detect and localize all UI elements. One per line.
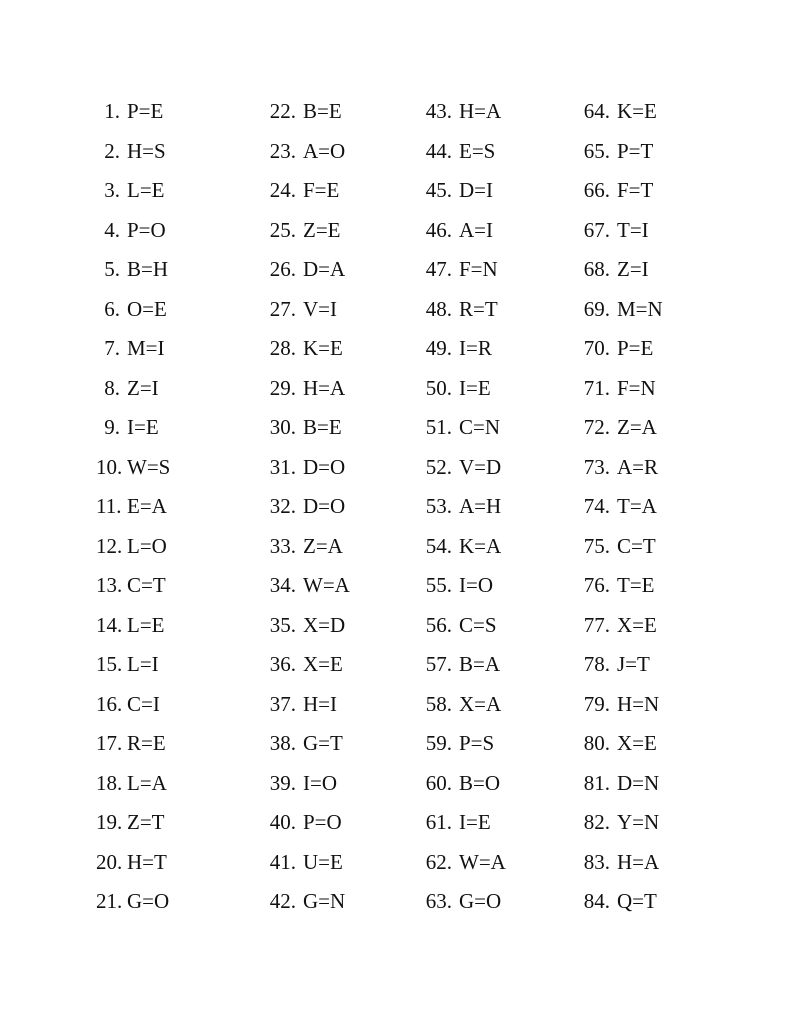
entry-number: 8. (104, 375, 120, 400)
letter-pair: C=S (459, 612, 497, 637)
letter-pair: K=E (617, 99, 657, 123)
pair-entry (96, 645, 197, 685)
entry-number: 43. (425, 99, 452, 123)
pair-entry (414, 724, 529, 764)
pair-entry (572, 132, 687, 172)
pair-entry (258, 132, 373, 172)
letter-pair: A=O (303, 138, 346, 163)
entry-number: 59. (425, 731, 452, 755)
letter-pair: D=O (303, 494, 346, 518)
entry-number: 47. (425, 257, 452, 281)
entry-number: 50. (425, 375, 452, 400)
letter-pair: L=E (127, 612, 165, 637)
pair-entry (96, 448, 197, 488)
entry-number: 64. (583, 99, 610, 123)
entry-number: 18. (96, 770, 123, 795)
pair-entry (96, 369, 197, 409)
letter-pair: U=E (303, 849, 343, 874)
pair-entry (96, 724, 197, 764)
pair-entry (414, 527, 529, 567)
entry-number: 38. (269, 731, 296, 755)
entry-number: 75. (583, 533, 610, 558)
entry-number: 46. (425, 217, 452, 242)
letter-pair: I=E (459, 375, 491, 400)
pair-entry (572, 211, 687, 251)
entry-number: 7. (104, 336, 120, 360)
pair-entry (258, 685, 373, 725)
letter-pair: X=E (617, 612, 657, 637)
entry-number: 2. (104, 138, 120, 163)
entry-number: 33. (269, 533, 296, 558)
letter-pair: L=A (127, 770, 167, 795)
entry-number: 58. (425, 691, 452, 716)
letter-pair: Z=A (617, 415, 657, 439)
letter-pair: I=O (303, 770, 338, 795)
entry-number: 81. (583, 770, 610, 795)
entry-number: 23. (269, 138, 296, 163)
letter-pair: A=H (459, 494, 502, 518)
letter-pair: D=A (303, 257, 346, 281)
letter-pair: L=I (127, 652, 159, 676)
pair-entry (414, 645, 529, 685)
letter-pair: F=T (617, 178, 654, 202)
entry-number: 44. (425, 138, 452, 163)
pair-entry (414, 764, 529, 804)
letter-pair: D=I (459, 178, 494, 202)
letter-pair: P=S (459, 731, 495, 755)
entry-number: 6. (104, 296, 120, 321)
letter-pair: C=T (127, 573, 166, 597)
pair-entry (572, 724, 687, 764)
letter-pair: H=S (127, 138, 166, 163)
entry-number: 28. (269, 336, 296, 360)
pair-entry (258, 408, 373, 448)
letter-pair: Z=E (303, 217, 341, 242)
pair-entry (414, 329, 529, 369)
letter-pair: H=I (303, 691, 338, 716)
entry-number: 1. (104, 99, 120, 123)
pair-entry (258, 250, 373, 290)
entry-number: 10. (96, 454, 123, 479)
letter-pair: P=E (127, 99, 164, 123)
letter-pair: X=E (303, 652, 343, 676)
letter-pair: W=S (127, 454, 171, 479)
pair-entry (572, 843, 687, 883)
entry-number: 76. (583, 573, 610, 597)
letter-pair: T=A (617, 494, 657, 518)
letter-pair: V=D (459, 454, 502, 479)
entry-number: 53. (425, 494, 452, 518)
entry-number: 84. (583, 889, 610, 913)
letter-pair: D=N (617, 770, 660, 795)
pair-entry (258, 645, 373, 685)
letter-pair: R=T (459, 296, 498, 321)
letter-pair: A=R (617, 454, 659, 479)
entry-number: 73. (583, 454, 610, 479)
entry-number: 63. (425, 889, 452, 913)
entry-number: 22. (269, 99, 296, 123)
entry-number: 32. (269, 494, 296, 518)
pair-entry (572, 408, 687, 448)
letter-pair: Z=A (303, 533, 343, 558)
letter-pair: I=R (459, 336, 492, 360)
pair-column-4 (572, 92, 687, 922)
letter-pair: R=E (127, 731, 166, 755)
entry-number: 69. (583, 296, 610, 321)
pair-entry (96, 803, 197, 843)
letter-pair: B=O (459, 770, 501, 795)
pair-entry (414, 171, 529, 211)
entry-number: 79. (583, 691, 610, 716)
letter-pair: H=T (127, 849, 167, 874)
pair-entry (572, 369, 687, 409)
letter-pair: O=E (127, 296, 167, 321)
entry-number: 35. (269, 612, 296, 637)
pair-entry (572, 250, 687, 290)
pair-entry (258, 527, 373, 567)
entry-number: 52. (425, 454, 452, 479)
letter-pair: B=H (127, 257, 169, 281)
entry-number: 21. (96, 889, 123, 913)
pair-entry (414, 250, 529, 290)
pair-entry (96, 329, 197, 369)
entry-number: 3. (104, 178, 120, 202)
letter-pair: X=A (459, 691, 502, 716)
entry-number: 4. (104, 217, 120, 242)
letter-pair: H=A (303, 375, 346, 400)
pair-entry (258, 329, 373, 369)
entry-number: 48. (425, 296, 452, 321)
entry-number: 17. (96, 731, 123, 755)
letter-pair: E=S (459, 138, 496, 163)
pair-entry (572, 448, 687, 488)
pair-entry (572, 882, 687, 922)
letter-pair: L=E (127, 178, 165, 202)
pair-entry (96, 843, 197, 883)
entry-number: 36. (269, 652, 296, 676)
letter-pair: Z=I (127, 375, 159, 400)
pair-entry (258, 211, 373, 251)
letter-pair: C=I (127, 691, 160, 716)
pair-entry (414, 606, 529, 646)
letter-pair: B=E (303, 99, 342, 123)
letter-pair: P=O (127, 217, 166, 242)
entry-number: 26. (269, 257, 296, 281)
letter-pair: B=A (459, 652, 501, 676)
letter-pair: K=E (303, 336, 343, 360)
pair-entry (258, 290, 373, 330)
entry-number: 49. (425, 336, 452, 360)
letter-pair: C=T (617, 533, 656, 558)
letter-pair: G=O (127, 889, 170, 913)
pair-entry (258, 803, 373, 843)
entry-number: 68. (583, 257, 610, 281)
letter-pair: M=N (617, 296, 663, 321)
entry-number: 83. (583, 849, 610, 874)
letter-pair: W=A (303, 573, 350, 597)
pair-entry (414, 843, 529, 883)
letter-pair: Q=T (617, 889, 657, 913)
letter-pair: X=D (303, 612, 346, 637)
pair-entry (414, 92, 529, 132)
pair-entry (572, 764, 687, 804)
pair-column-1 (96, 92, 197, 922)
entry-number: 55. (425, 573, 452, 597)
entry-number: 54. (425, 533, 452, 558)
pair-entry (572, 645, 687, 685)
entry-number: 39. (269, 770, 296, 795)
pair-entry (572, 606, 687, 646)
letter-pair: Z=I (617, 257, 649, 281)
pair-entry (96, 92, 197, 132)
pair-entry (572, 92, 687, 132)
letter-pair: C=N (459, 415, 501, 439)
pair-entry (96, 408, 197, 448)
entry-number: 72. (583, 415, 610, 439)
entry-number: 82. (583, 810, 610, 834)
pair-entry (572, 566, 687, 606)
pair-entry (96, 487, 197, 527)
letter-pair: P=T (617, 138, 654, 163)
entry-number: 24. (269, 178, 296, 202)
letter-pair: J=T (617, 652, 650, 676)
letter-pair: G=T (303, 731, 343, 755)
entry-number: 77. (583, 612, 610, 637)
pair-entry (414, 408, 529, 448)
pair-entry (96, 250, 197, 290)
pair-entry (414, 487, 529, 527)
pair-entry (258, 171, 373, 211)
pair-entry (572, 329, 687, 369)
entry-number: 14. (96, 612, 123, 637)
entry-number: 9. (104, 415, 120, 439)
entry-number: 71. (583, 375, 610, 400)
pair-entry (414, 803, 529, 843)
entry-number: 12. (96, 533, 123, 558)
entry-number: 34. (269, 573, 296, 597)
entry-number: 78. (583, 652, 610, 676)
pair-entry (414, 685, 529, 725)
entry-number: 62. (425, 849, 452, 874)
pair-entry (258, 92, 373, 132)
entry-number: 42. (269, 889, 296, 913)
entry-number: 80. (583, 731, 610, 755)
pair-entry (258, 606, 373, 646)
pair-entry (572, 487, 687, 527)
entry-number: 74. (583, 494, 610, 518)
letter-pair: Z=T (127, 810, 165, 834)
pair-entry (258, 764, 373, 804)
letter-pair: V=I (303, 296, 338, 321)
entry-number: 11. (96, 494, 122, 518)
letter-pair: H=A (459, 99, 502, 123)
entry-number: 25. (269, 217, 296, 242)
entry-number: 60. (425, 770, 452, 795)
pair-entry (572, 527, 687, 567)
pair-entry (572, 803, 687, 843)
letter-pair: G=O (459, 889, 502, 913)
entry-number: 67. (583, 217, 610, 242)
entry-number: 61. (425, 810, 452, 834)
pair-entry (414, 369, 529, 409)
entry-number: 19. (96, 810, 123, 834)
entry-number: 51. (425, 415, 452, 439)
letter-pair: T=E (617, 573, 655, 597)
pair-column-3 (414, 92, 529, 922)
letter-pair: X=E (617, 731, 657, 755)
entry-number: 45. (425, 178, 452, 202)
pair-entry (414, 566, 529, 606)
letter-pair: I=O (459, 573, 494, 597)
pair-entry (414, 448, 529, 488)
letter-pair: F=N (459, 257, 498, 281)
entry-number: 27. (269, 296, 296, 321)
letter-pair: P=O (303, 810, 342, 834)
entry-number: 15. (96, 652, 123, 676)
pair-entry (96, 132, 197, 172)
letter-pair: I=E (127, 415, 159, 439)
pair-entry (572, 171, 687, 211)
entry-number: 56. (425, 612, 452, 637)
pair-entry (96, 764, 197, 804)
pair-entry (96, 606, 197, 646)
letter-pair: Y=N (617, 810, 660, 834)
letter-pair: A=I (459, 217, 494, 242)
letter-pair: L=O (127, 533, 167, 558)
pair-entry (96, 882, 197, 922)
entry-number: 5. (104, 257, 120, 281)
pair-entry (414, 211, 529, 251)
letter-pair: H=N (617, 691, 660, 716)
pair-column-2 (258, 92, 373, 922)
pair-entry (258, 843, 373, 883)
pair-entry (258, 448, 373, 488)
letter-pair: D=O (303, 454, 346, 479)
pair-entry (572, 290, 687, 330)
entry-number: 16. (96, 691, 123, 716)
entry-number: 66. (583, 178, 610, 202)
pair-entry (572, 685, 687, 725)
letter-pair: G=N (303, 889, 346, 913)
pair-entry (96, 211, 197, 251)
entry-number: 70. (583, 336, 610, 360)
letter-pair: M=I (127, 336, 165, 360)
pair-entry (258, 724, 373, 764)
pair-entry (258, 487, 373, 527)
entry-number: 37. (269, 691, 296, 716)
pair-entry (414, 290, 529, 330)
letter-pair: E=A (127, 494, 167, 518)
entry-number: 31. (269, 454, 296, 479)
letter-pair: B=E (303, 415, 342, 439)
letter-pair: F=E (303, 178, 340, 202)
pair-entry (96, 685, 197, 725)
entry-number: 30. (269, 415, 296, 439)
entry-number: 13. (96, 573, 123, 597)
letter-pair: H=A (617, 849, 660, 874)
entry-number: 40. (269, 810, 296, 834)
entry-number: 20. (96, 849, 123, 874)
pair-entry (96, 527, 197, 567)
pair-entry (258, 369, 373, 409)
letter-pair: P=E (617, 336, 654, 360)
entry-number: 41. (269, 849, 296, 874)
pair-entry (414, 882, 529, 922)
letter-pair: K=A (459, 533, 502, 558)
entry-number: 57. (425, 652, 452, 676)
entry-number: 29. (269, 375, 296, 400)
pair-entry (258, 566, 373, 606)
pair-entry (96, 171, 197, 211)
letter-pair: W=A (459, 849, 506, 874)
letter-pair: T=I (617, 217, 649, 242)
pair-entry (96, 290, 197, 330)
pair-entry (258, 882, 373, 922)
letter-pair: I=E (459, 810, 491, 834)
letter-pair: F=N (617, 375, 656, 400)
entry-number: 65. (583, 138, 610, 163)
pair-entry (96, 566, 197, 606)
pair-entry (414, 132, 529, 172)
